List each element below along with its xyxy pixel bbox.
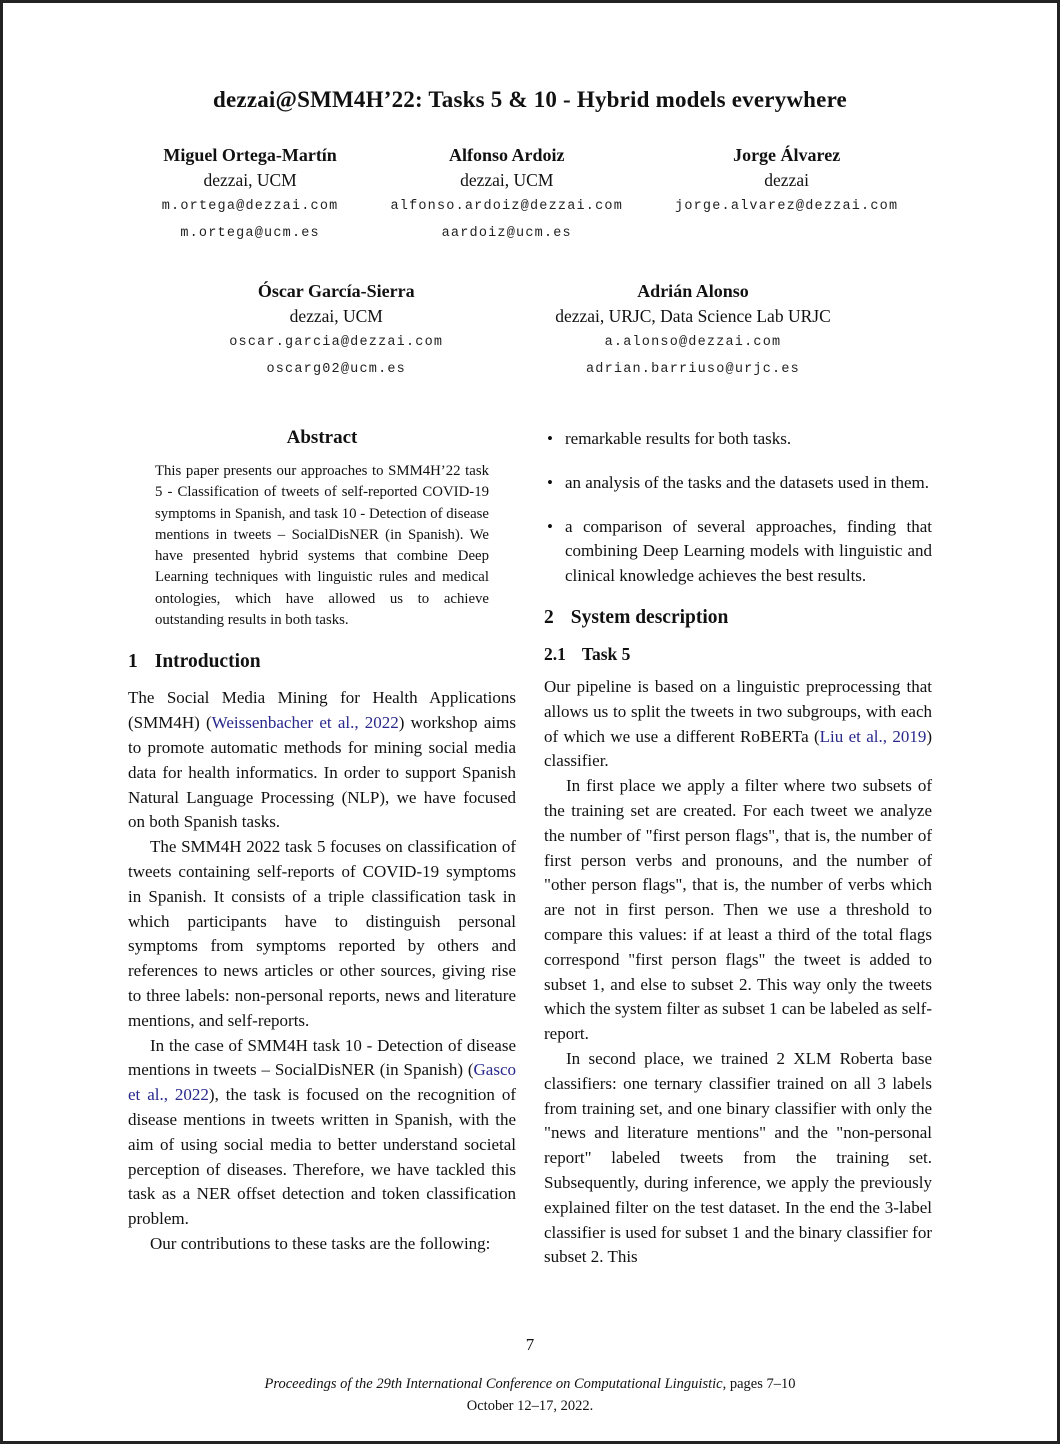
text-segment: ) workshop aims to promote automatic methods for mining social media data for health informatics. In order to support Spanish Natural Language Processing (NLP), we have focused on both Spanish tasks. (128, 713, 516, 832)
citation-link[interactable]: Gasco et al., 2022 (128, 1060, 516, 1105)
footer-date-line: October 12–17, 2022. (466, 1398, 594, 1414)
author-name: Miguel Ortega-Martín (163, 145, 337, 165)
author-block (555, 279, 831, 383)
author-email: adrian.barriuso@urjc.es (586, 362, 800, 377)
intro-paragraph-4: Our contributions to these tasks are the following: (150, 1233, 491, 1253)
section-number: 1 (128, 651, 138, 673)
list-item-text: a comparison of several approaches, finding that combining Deep Learning models with linguistic and clinical knowledge achieves the best results. (565, 516, 932, 586)
task5-paragraph-2: In first place we apply a filter where two subsets of the training set are created. For each tweet we analyze the number of "first person flags", that is, the number of first person verbs and pronouns, and the number of "other person flags", that is, the number of verbs which are not in first person. Then we use a threshold to compare this values: if at least a third of the total flags correspond "first person flags" the tweet is added to subset 1, and else to subset 2. This way only the tweets which the system filter as subset 1 can be labeled as self-report. (544, 776, 932, 1044)
text-segment: ) classifier. (544, 726, 932, 771)
author-affiliation: dezzai (764, 170, 809, 190)
footer-proceedings-title: Proceedings of the 29th International Conference on Computational Linguistic (264, 1376, 723, 1392)
author-email: a.alonso@dezzai.com (604, 335, 782, 350)
list-item (544, 471, 932, 496)
footer-proceedings-line (3, 1373, 1057, 1395)
two-column-body (3, 427, 1057, 1270)
author-email: m.ortega@dezzai.com (161, 199, 339, 214)
section-title: Introduction (154, 651, 261, 673)
page-number: 7 (525, 1335, 535, 1354)
author-row-1 (3, 143, 1057, 247)
left-column (128, 427, 516, 1270)
abstract-heading: Abstract (286, 427, 358, 448)
author-name: Óscar García-Sierra (257, 281, 415, 301)
author-name: Jorge Álvarez (733, 145, 841, 165)
author-email: jorge.alvarez@dezzai.com (675, 199, 899, 214)
author-email: aardoiz@ucm.es (441, 226, 572, 241)
list-item-text: remarkable results for both tasks. (565, 429, 792, 448)
author-email: oscar.garcia@dezzai.com (229, 335, 444, 350)
paper-title: dezzai@SMM4H’22: Tasks 5 & 10 - Hybrid models everywhere (213, 87, 847, 112)
subsection-title: Task 5 (581, 643, 631, 664)
footer (3, 1373, 1057, 1417)
author-block (390, 143, 623, 247)
bullet-icon: • (547, 516, 553, 536)
section-title: System description (570, 606, 729, 628)
list-item-text: an analysis of the tasks and the datasets used in them. (565, 472, 929, 492)
citation-link[interactable]: Weissenbacher et al., 2022 (211, 713, 399, 733)
author-email: alfonso.ardoiz@dezzai.com (390, 199, 624, 214)
author-block (162, 143, 339, 247)
text-segment: Our pipeline is based on a linguistic preprocessing that allows us to split the tweets in two subgroups, with each of which we use a different RoBERTa ( (544, 676, 932, 746)
author-block (675, 143, 898, 220)
text-segment: ), the task is focused on the recognition of disease mentions in tweets written in Spanish, with the aim of using social media to better understand societal perception of diseases. Therefore, we have tackled this task as a NER offset detection and token classification problem. (128, 1085, 516, 1229)
abstract-text: This paper presents our approaches to SMM4H’22 task 5 - Classification of tweets of self-reported COVID-19 symptoms in Spanish, and task 10 - Detection of disease mentions in tweets – SocialDisNER (in Spanish). We have presented hybrid systems that combine Deep Learning techniques with linguistic rules and medical ontologies, which have allowed us to achieve outstanding results in both tasks. (155, 463, 489, 629)
intro-paragraph-1 (128, 686, 516, 835)
intro-paragraph-2: The SMM4H 2022 task 5 focuses on classification of tweets containing self-reports of COVID-19 symptoms in Spanish. It consists of a triple classification task in which participants have to distinguish personal symptoms from symptoms reported by others and references to news articles or other sources, giving rise to three labels: non-personal reports, news and literature mentions, and self-reports. (128, 837, 516, 1030)
author-name: Adrián Alonso (637, 281, 749, 301)
author-email: oscarg02@ucm.es (266, 362, 406, 377)
author-row-2 (3, 279, 1057, 383)
author-name: Alfonso Ardoiz (448, 145, 565, 165)
section-number: 2 (544, 606, 554, 628)
text-segment: In the case of SMM4H task 10 - Detection of disease mentions in tweets – SocialDisNER (in Spanish) ( (128, 1035, 516, 1080)
list-item (544, 515, 932, 589)
task5-paragraph-3: In second place, we trained 2 XLM Roberta base classifiers: one ternary classifier trained on all 3 labels from training set, and one binary classifier with only the "news and literature mentions" and the "non-personal report" labeled tweets from the training set. Subsequently, during inference, we apply the previously explained filter on the test dataset. In the end the 3-label classifier is used for subset 1 and the binary classifier for subset 2. This (544, 1048, 932, 1267)
subsection-number: 2.1 (544, 643, 566, 664)
section-heading-system-description (544, 607, 932, 629)
author-affiliation: dezzai, URJC, Data Science Lab URJC (555, 306, 831, 326)
author-affiliation: dezzai, UCM (289, 306, 383, 326)
abstract-section (128, 427, 516, 631)
author-affiliation: dezzai, UCM (460, 170, 554, 190)
bullet-icon: • (547, 472, 553, 492)
bullet-icon: • (547, 429, 553, 448)
intro-paragraph-3 (128, 1034, 516, 1232)
right-column (544, 427, 932, 1270)
author-email: m.ortega@ucm.es (180, 226, 320, 241)
author-affiliation: dezzai, UCM (203, 170, 297, 190)
list-item (544, 427, 932, 452)
contributions-list (544, 427, 932, 589)
subsection-heading-task5 (544, 644, 932, 665)
citation-link[interactable]: Liu et al., 2019 (819, 726, 927, 746)
task5-paragraph-1 (544, 675, 932, 774)
author-block (229, 279, 443, 383)
section-heading-introduction (128, 651, 516, 673)
text-segment: The Social Media Mining for Health Applications (SMM4H) ( (128, 688, 516, 733)
footer-pages: , pages 7–10 (722, 1376, 796, 1392)
